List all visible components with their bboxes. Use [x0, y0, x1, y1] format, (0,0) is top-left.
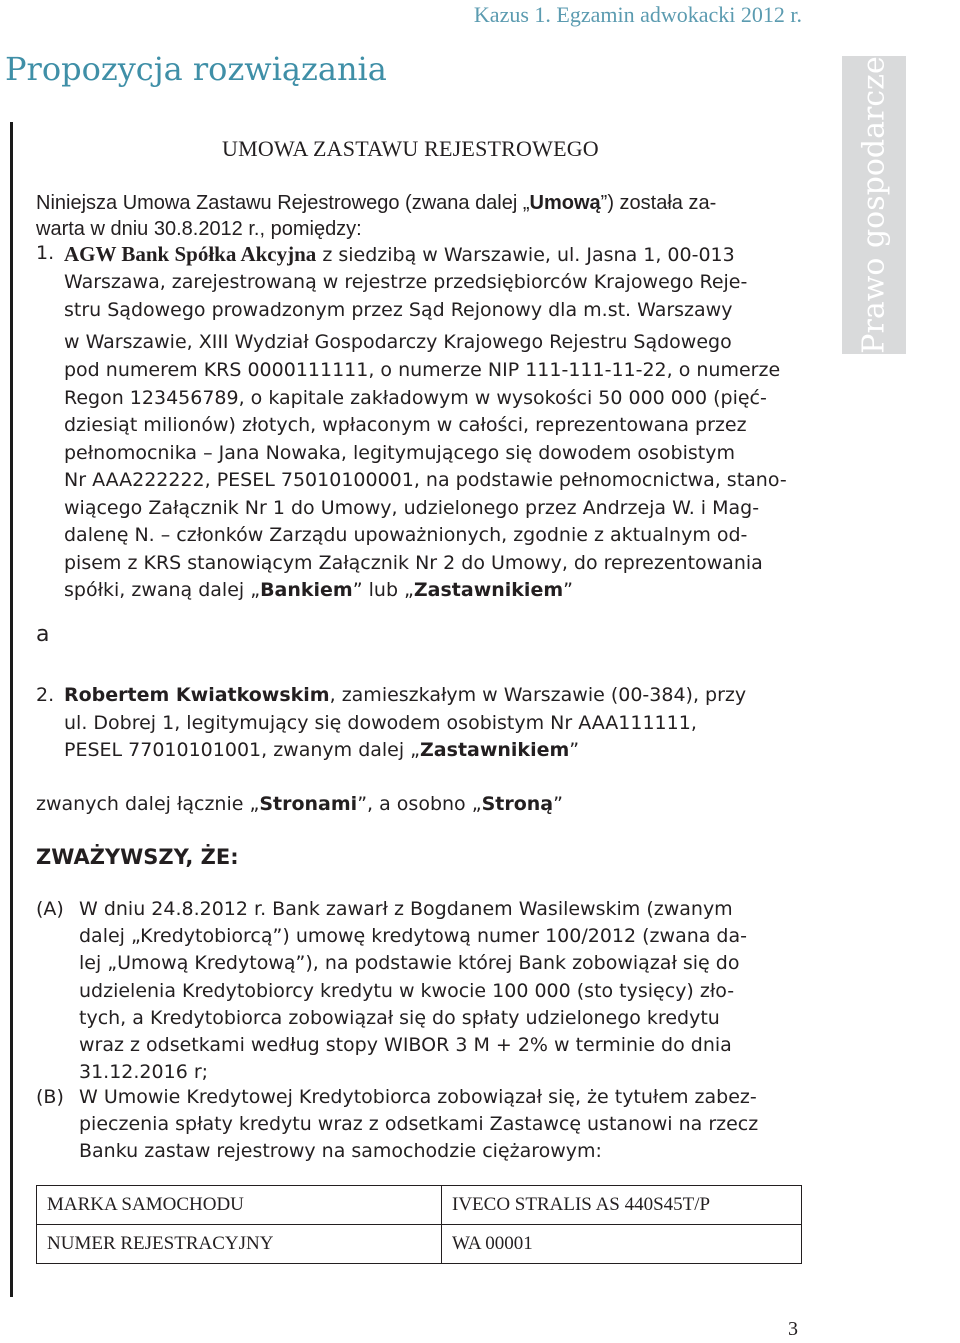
party1-number: 1.	[36, 242, 55, 264]
party1-line-7: dziesiąt milionów) złotych, wpłaconym w całości, reprezentowana przez	[64, 414, 747, 436]
clause-a-line-7: 31.12.2016 r;	[79, 1061, 209, 1083]
table-row	[37, 1225, 802, 1264]
page-number: 3	[788, 1318, 798, 1340]
connector-a: a	[36, 622, 50, 647]
contract-title: UMOWA ZASTAWU REJESTROWEGO	[222, 136, 599, 161]
clause-b-line-3: Banku zastaw rejestrowy na samochodzie ciężarowym:	[79, 1140, 602, 1162]
party1-line-10: wiącego Załącznik Nr 1 do Umowy, udzielonego przez Andrzeja W. i Mag-	[64, 497, 760, 519]
party1-line-4: w Warszawie, XIII Wydział Gospodarczy Krajowego Rejestru Sądowego	[64, 331, 732, 353]
party2-number: 2.	[36, 684, 55, 706]
party1-line-3: stru Sądowego prowadzonym przez Sąd Rejonowy dla m.st. Warszawy	[64, 299, 733, 321]
whereas-heading: ZWAŻYWSZY, ŻE:	[36, 845, 239, 869]
clause-a-line-6: wraz z odsetkami według stopy WIBOR 3 M + 2% w terminie do dnia	[79, 1034, 732, 1056]
party2-name: Robertem Kwiatkowskim	[64, 684, 330, 706]
section-tab	[842, 56, 906, 354]
clause-b-line-2: pieczenia spłaty kredytu wraz z odsetkami Zastawcę ustanowi na rzecz	[79, 1113, 759, 1135]
party1-line-5: pod numerem KRS 0000111111, o numerze NIP 111-111-11-22, o numerze	[64, 359, 781, 381]
clause-a-label: (A)	[36, 898, 64, 920]
clause-a-line-2: dalej „Kredytobiorcą”) umowę kredytową numer 100/2012 (zwana da-	[79, 925, 747, 947]
party2-line-1: Robertem Kwiatkowskim, zamieszkałym w Warszawie (00-384), przy	[64, 684, 747, 706]
clause-a-line-4: udzielenia Kredytobiorcy kredytu w kwocie 100 000 (sto tysięcy) zło-	[79, 980, 735, 1002]
clause-a-line-3: lej „Umową Kredytową”), na podstawie której Bank zobowiązał się do	[79, 952, 740, 974]
party1-line-13: spółki, zwaną dalej „Bankiem” lub „Zastawnikiem”	[64, 579, 573, 601]
clause-a-line-5: tych, a Kredytobiorca zobowiązał się do spłaty udzielonego kredytu	[79, 1007, 720, 1029]
party1-line-12: pisem z KRS stanowiącym Załącznik Nr 2 do Umowy, do reprezentowania	[64, 552, 763, 574]
registration-label: NUMER REJESTRACYJNY	[37, 1225, 442, 1264]
vehicle-table	[36, 1185, 802, 1264]
intro-line-1: Niniejsza Umowa Zastawu Rejestrowego (zwana dalej „Umową”) została za-	[36, 192, 717, 214]
party2-line-3: PESEL 77010101001, zwanym dalej „Zastawnikiem”	[64, 739, 580, 761]
vehicle-make-label: MARKA SAMOCHODU	[37, 1186, 442, 1225]
registration-value: WA 00001	[442, 1225, 802, 1264]
running-header: Kazus 1. Egzamin adwokacki 2012 r.	[473, 2, 802, 27]
table-row	[37, 1186, 802, 1225]
party1-line-9: Nr AAA222222, PESEL 75010100001, na podstawie pełnomocnictwa, stano-	[64, 469, 787, 491]
party1-line-2: Warszawa, zarejestrowaną w rejestrze przedsiębiorców Krajowego Reje-	[64, 271, 748, 293]
page-title: Propozycja rozwiązania	[5, 50, 387, 88]
party1-line-6: Regon 123456789, o kapitale zakładowym w wysokości 50 000 000 (pięć-	[64, 387, 767, 409]
party1-line-1: AGW Bank Spółka Akcyjna z siedzibą w Warszawie, ul. Jasna 1, 00-013	[64, 242, 735, 266]
party2-line-2: ul. Dobrej 1, legitymujący się dowodem osobistym Nr AAA111111,	[64, 712, 697, 734]
intro-line-2: warta w dniu 30.8.2012 r., pomiędzy:	[36, 218, 362, 240]
clause-b-label: (B)	[36, 1086, 64, 1108]
party1-name: AGW Bank Spółka Akcyjna	[64, 242, 317, 266]
vehicle-make-value: IVECO STRALIS AS 440S45T/P	[442, 1186, 802, 1225]
clause-b-line-1: W Umowie Kredytowej Kredytobiorca zobowiązał się, że tytułem zabez-	[79, 1086, 757, 1108]
parties-definition: zwanych dalej łącznie „Stronami”, a osobno „Stroną”	[36, 793, 563, 815]
margin-rule	[10, 122, 13, 1297]
party1-line-11: dalenę N. – członków Zarządu upoważnionych, zgodnie z aktualnym od-	[64, 524, 748, 546]
clause-a-line-1: W dniu 24.8.2012 r. Bank zawarł z Bogdanem Wasilewskim (zwanym	[79, 898, 733, 920]
section-tab-label: Prawo gospodarcze	[856, 56, 892, 354]
party1-line-8: pełnomocnika – Jana Nowaka, legitymującego się dowodem osobistym	[64, 442, 735, 464]
